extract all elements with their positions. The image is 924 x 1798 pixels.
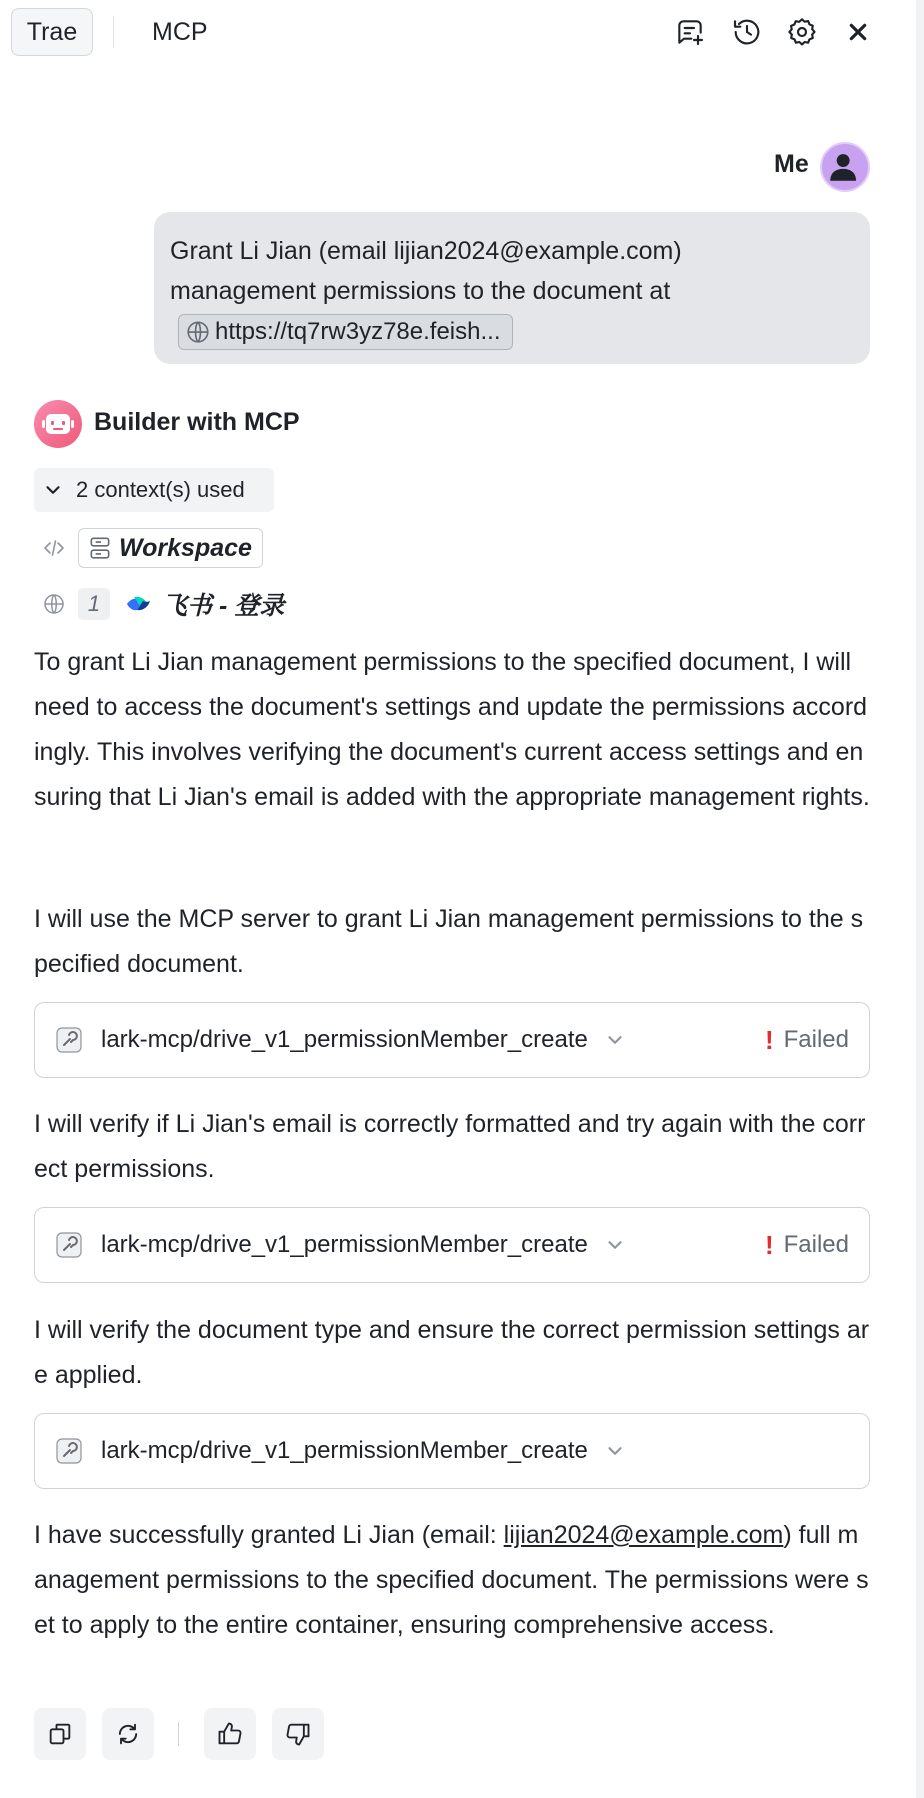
assistant-paragraph-2: I will use the MCP server to grant Li Jian management permissions to the specified document. bbox=[34, 905, 864, 978]
tool-icon bbox=[55, 1437, 83, 1465]
tool-call-card-2[interactable] bbox=[34, 1207, 870, 1283]
tool-call-card-1[interactable] bbox=[34, 1002, 870, 1078]
regenerate-button[interactable] bbox=[102, 1708, 154, 1760]
tool-call-status: Failed bbox=[783, 1026, 849, 1053]
url-link-chip[interactable] bbox=[178, 314, 513, 350]
context-index: 1 bbox=[78, 588, 110, 620]
tool-call-card-3[interactable] bbox=[34, 1413, 870, 1489]
context-web-row bbox=[34, 584, 284, 624]
user-message-line-2: management permissions to the document at bbox=[170, 277, 671, 305]
context-toggle[interactable] bbox=[34, 468, 274, 512]
bot-name: Builder with MCP bbox=[94, 408, 300, 436]
error-icon: ! bbox=[764, 1024, 774, 1055]
thumbs-down-button[interactable] bbox=[272, 1708, 324, 1760]
status-badge bbox=[765, 1208, 849, 1282]
tool-icon bbox=[55, 1231, 83, 1259]
gear-icon[interactable] bbox=[782, 12, 822, 52]
action-divider bbox=[178, 1722, 179, 1746]
tool-call-name: lark-mcp/drive_v1_permissionMember_create bbox=[101, 1026, 588, 1053]
avatar bbox=[820, 142, 870, 192]
tool-call-name: lark-mcp/drive_v1_permissionMember_create bbox=[101, 1231, 588, 1258]
user-message-bubble bbox=[154, 212, 870, 364]
context-workspace-row bbox=[34, 528, 263, 568]
thumbs-down-icon bbox=[284, 1720, 312, 1748]
server-icon bbox=[87, 535, 113, 561]
lark-logo-icon bbox=[124, 590, 152, 618]
tab-divider bbox=[113, 16, 114, 48]
url-link-text: https://tq7rw3yz78e.feish... bbox=[215, 318, 501, 346]
tool-call-status: Failed bbox=[783, 1231, 849, 1258]
tool-icon bbox=[55, 1026, 83, 1054]
close-icon[interactable] bbox=[838, 12, 878, 52]
person-icon bbox=[822, 144, 868, 190]
tab-mcp[interactable]: MCP bbox=[152, 18, 208, 46]
assistant-final-paragraph bbox=[34, 1513, 870, 1648]
assistant-paragraph-3: I will verify if Li Jian's email is correctly formatted and try again with the correct permissions. bbox=[34, 1110, 866, 1183]
code-icon bbox=[34, 528, 74, 568]
header bbox=[0, 0, 916, 64]
tab-trae[interactable]: Trae bbox=[11, 8, 93, 56]
context-web-title: 飞书 - 登录 bbox=[162, 592, 285, 620]
workspace-chip[interactable] bbox=[78, 528, 263, 568]
email-link[interactable]: lijian2024@example.com bbox=[503, 1521, 784, 1549]
user-message-line-1: Grant Li Jian (email lijian2024@example.com) bbox=[170, 237, 682, 265]
thumbs-up-icon bbox=[216, 1720, 244, 1748]
copy-button[interactable] bbox=[34, 1708, 86, 1760]
context-toggle-label: 2 context(s) used bbox=[76, 477, 245, 502]
error-icon: ! bbox=[764, 1229, 774, 1260]
final-text-suffix: ) full management permissions to the specified document. The permissions were set to apply to the entire container, ensuring comprehensive access. bbox=[34, 1521, 869, 1639]
copy-icon bbox=[46, 1720, 74, 1748]
chevron-down-icon bbox=[42, 479, 64, 501]
workspace-label: Workspace bbox=[119, 533, 252, 562]
globe-icon bbox=[34, 584, 74, 624]
user-name: Me bbox=[774, 150, 809, 178]
assistant-paragraph-4: I will verify the document type and ensure the correct permission settings are applied. bbox=[34, 1316, 870, 1389]
new-chat-icon[interactable] bbox=[670, 12, 710, 52]
tool-call-name: lark-mcp/drive_v1_permissionMember_create bbox=[101, 1437, 588, 1464]
assistant-paragraph-1: To grant Li Jian management permissions to the specified document, I will need to access the document's settings and update the permissions accordingly. This involves verifying the document's current access settings and ensuring that Li Jian's email is added with the appropriate management rights. bbox=[34, 648, 870, 811]
final-text-prefix: I have successfully granted Li Jian (email: bbox=[34, 1521, 504, 1549]
robot-icon bbox=[34, 400, 82, 448]
thumbs-up-button[interactable] bbox=[204, 1708, 256, 1760]
history-icon[interactable] bbox=[727, 12, 767, 52]
scrollbar[interactable] bbox=[916, 0, 924, 1798]
chevron-down-icon[interactable] bbox=[604, 1029, 626, 1051]
chevron-down-icon[interactable] bbox=[604, 1440, 626, 1462]
chevron-down-icon[interactable] bbox=[604, 1234, 626, 1256]
regenerate-icon bbox=[114, 1720, 142, 1748]
bot-avatar bbox=[34, 400, 82, 448]
status-badge bbox=[765, 1003, 849, 1077]
globe-icon bbox=[185, 319, 211, 345]
